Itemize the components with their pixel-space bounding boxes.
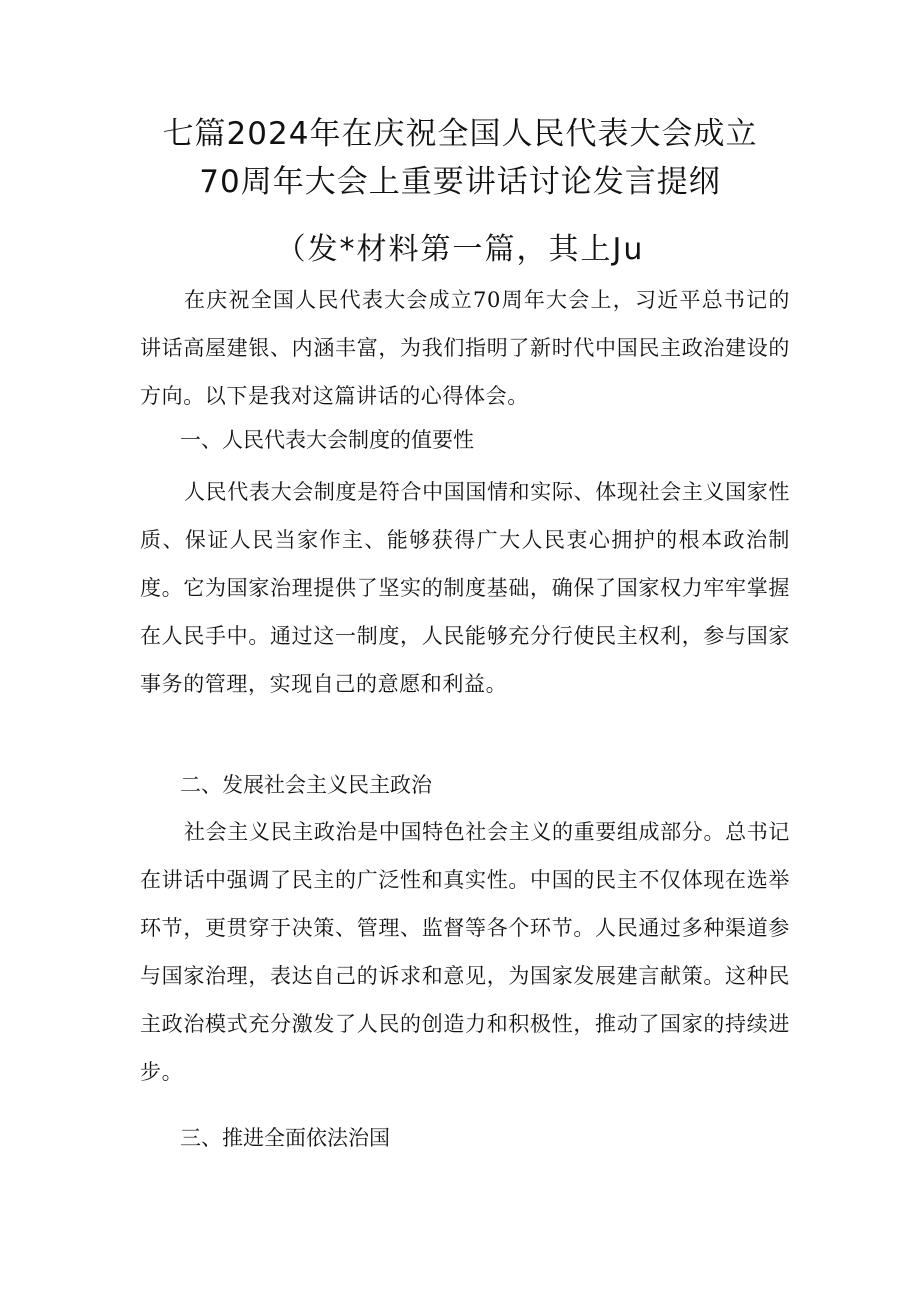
section-heading-3: 三、推进全面依法治国 xyxy=(180,1126,390,1150)
document-title-line-2: 70周年大会上重要讲话讨论发言提纲 xyxy=(199,164,721,200)
section-body-2: 社会主义民主政治是中国特色社会主义的重要组成部分。总书记在讲话中强调了民主的广泛性和真实性。中国的民主不仅体现在选举环节，更贯穿于决策、管理、监督等各个环节。人民通过多种渠道参与国家治理，表达自己的诉求和意见，为国家发展建言献策。这种民主政治模式充分激发了人民的创造力和积极性，推动了国家的持续进步。 xyxy=(140,820,790,1084)
intro-paragraph: 在庆祝全国人民代表大会成立70周年大会上，习近平总书记的讲话高屋建银、内涵丰富，为我们指明了新时代中国民主政治建设的方向。以下是我对这篇讲话的心得体会。 xyxy=(140,288,790,408)
section-heading-1: 一、人民代表大会制度的值要性 xyxy=(180,428,474,452)
section-body-1: 人民代表大会制度是符合中国国情和实际、体现社会主义国家性质、保证人民当家作主、能够获得广大人民衷心拥护的根本政治制度。它为国家治理提供了坚实的制度基础，确保了国家权力牢牢掌握在人民手中。通过这一制度，人民能够充分行使民主权利，参与国家事务的管理，实现自己的意愿和利益。 xyxy=(140,480,790,696)
section-heading-2: 二、发展社会主义民主政治 xyxy=(180,773,432,797)
document-title-line-1: 七篇2024年在庆祝全国人民代表大会成立 xyxy=(162,116,758,152)
document-subtitle: （发*材料第一篇，其上Ju xyxy=(275,232,645,267)
